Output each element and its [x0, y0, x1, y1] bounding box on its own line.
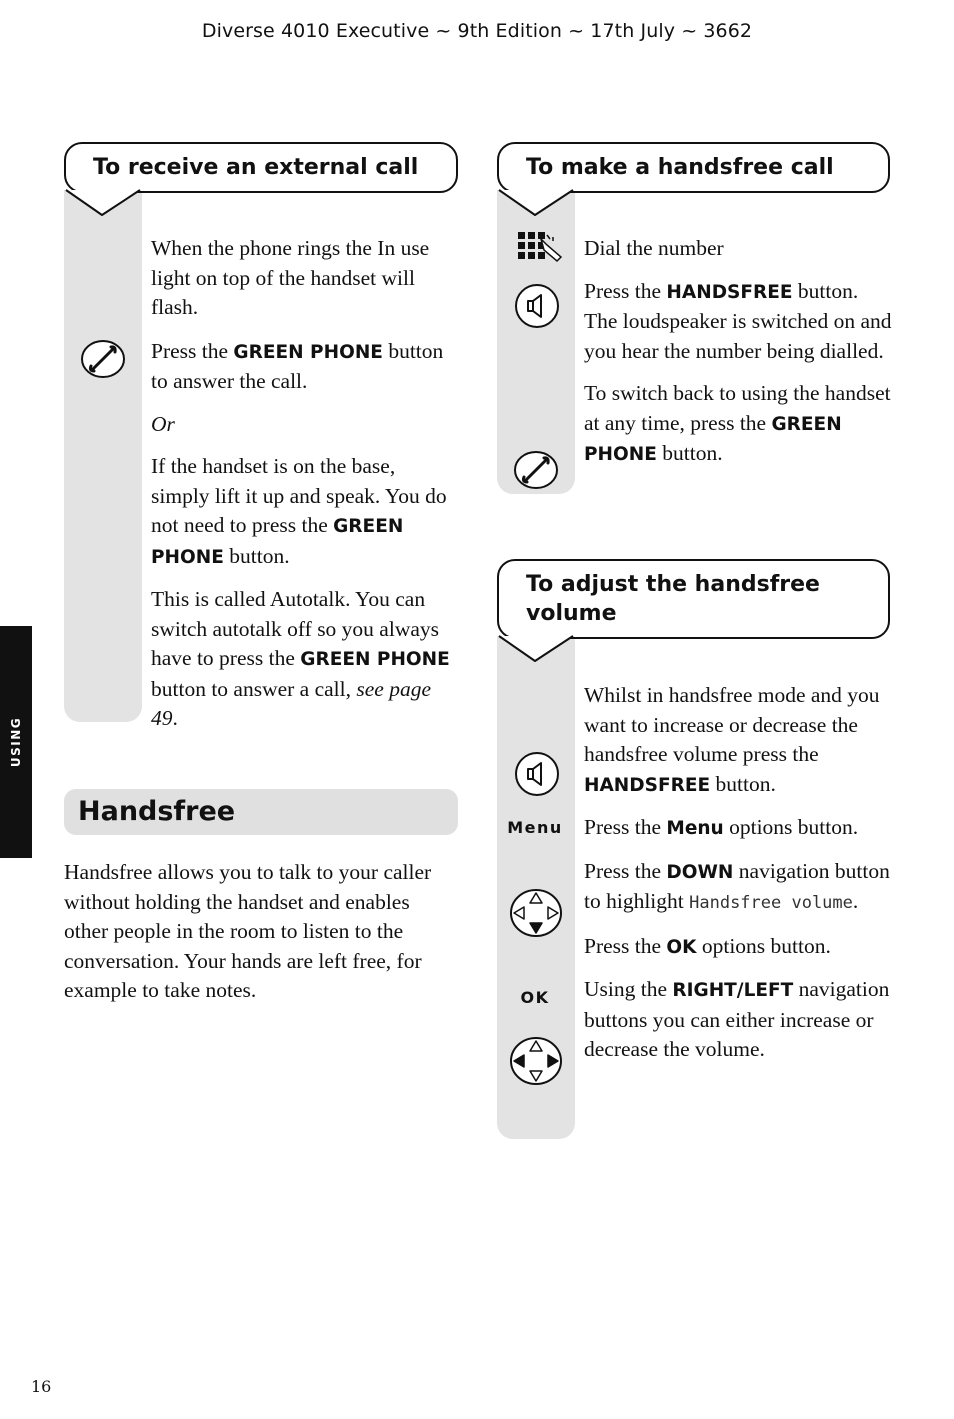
- adjust-step-2: [584, 813, 896, 844]
- make-call-heading-box: [497, 142, 890, 193]
- make-call-step-2-text-end: button. The loudspeaker is switched on and you hear the number being dialled.: [584, 278, 892, 363]
- adjust-step-4-text-end: options button.: [696, 933, 831, 958]
- adjust-step-1-text: Whilst in handsfree mode and you want to increase or decrease the handsfree volume press the: [584, 683, 880, 766]
- adjust-step-5-text: Using the: [584, 977, 673, 1001]
- navigation-left-right-icon: [509, 1036, 563, 1086]
- green-phone-icon: [513, 449, 559, 491]
- keypad-icon: [517, 231, 565, 265]
- adjust-step-1-text-end: button.: [710, 771, 776, 796]
- receive-heading-pointer: [64, 189, 144, 221]
- make-call-instructions: [584, 234, 896, 483]
- right-left-button-label: RIGHT/LEFT: [672, 980, 794, 1001]
- handsfree-speaker-icon: [514, 751, 560, 797]
- receive-step-4-text-mid: button to answer a call,: [151, 676, 357, 701]
- make-call-step-3-text: To switch back to using the handset at any time, press the: [584, 381, 891, 435]
- make-call-step-1: Dial the number: [584, 236, 724, 260]
- receive-heading: To receive an external call: [93, 155, 419, 180]
- receive-step-4: [151, 585, 456, 734]
- adjust-step-3-text-end: .: [852, 889, 859, 913]
- receive-step-3-text: If the handset is on the base, simply lift it up and speak. You do not need to press the: [151, 454, 447, 537]
- adjust-step-5: [584, 975, 896, 1065]
- handsfree-speaker-icon: [514, 283, 560, 329]
- receive-step-4-text: This is called Autotalk. You can switch autotalk off so you always have to press the: [151, 587, 440, 670]
- make-call-heading-pointer: [497, 189, 577, 221]
- side-tab-label: USING: [9, 716, 23, 768]
- adjust-heading: To adjust the handsfree volume: [526, 572, 820, 626]
- receive-icon-column: [64, 190, 142, 722]
- green-phone-label: GREEN PHONE: [233, 341, 383, 363]
- receive-step-1: When the phone rings the In use light on top of the handset will flash.: [151, 236, 430, 319]
- handsfree-button-label: HANDSFREE: [666, 281, 793, 303]
- down-button-label: DOWN: [666, 861, 734, 883]
- adjust-instructions: [584, 681, 896, 1078]
- page-number: 16: [31, 1377, 52, 1396]
- adjust-step-3-text: Press the: [584, 858, 667, 883]
- adjust-step-3: [584, 857, 896, 919]
- receive-instructions: [151, 234, 456, 747]
- receive-step-2-text: Press the: [151, 338, 234, 363]
- adjust-heading-pointer: [497, 635, 577, 667]
- adjust-step-2-text-end: options button.: [723, 815, 859, 839]
- make-call-heading: To make a handsfree call: [526, 155, 834, 180]
- make-call-step-3: [584, 379, 896, 470]
- receive-step-3-text-end: button.: [223, 543, 290, 568]
- adjust-step-2-text: Press the: [584, 815, 667, 839]
- green-phone-label: GREEN PHONE: [584, 413, 842, 465]
- receive-step-2-text-end: button to answer the call.: [151, 338, 444, 393]
- ok-softkey-label: OK: [520, 988, 550, 1007]
- or-text: Or: [151, 411, 175, 436]
- side-tab: [0, 626, 32, 858]
- navigation-down-icon: [509, 888, 563, 938]
- adjust-step-4: [584, 932, 896, 963]
- page-reference-link[interactable]: see page 49: [151, 676, 432, 730]
- adjust-step-5-text-end: navigation buttons you can either increase or decrease the volume.: [584, 977, 890, 1061]
- receive-heading-box: [64, 142, 458, 193]
- menu-softkey-label: Menu: [507, 818, 563, 837]
- green-phone-icon: [80, 338, 126, 380]
- ok-button-label: OK: [666, 936, 697, 958]
- display-menu-text: Handsfree volume: [689, 893, 853, 913]
- menu-button-label: Menu: [666, 818, 724, 839]
- green-phone-label: GREEN PHONE: [151, 516, 404, 568]
- page-header: Diverse 4010 Executive ~ 9th Edition ~ 17th July ~ 3662: [201, 20, 753, 42]
- make-call-step-2-text: Press the: [584, 278, 667, 303]
- handsfree-description: Handsfree allows you to talk to your caller without holding the handset and enables other people in the room to listen to the conversation. Your hands are left free, for example to take notes.: [64, 860, 432, 1002]
- handsfree-section-title: Handsfree: [64, 789, 458, 835]
- green-phone-label: GREEN PHONE: [300, 649, 450, 670]
- receive-step-2: [151, 337, 456, 397]
- receive-or: [151, 410, 456, 440]
- handsfree-button-label: HANDSFREE: [584, 774, 711, 796]
- adjust-step-1: [584, 681, 896, 800]
- adjust-step-3-text-mid: navigation button to highlight: [584, 858, 890, 913]
- receive-step-3: [151, 452, 456, 572]
- receive-step-4-text-end: .: [172, 706, 178, 730]
- adjust-heading-box: [497, 559, 890, 639]
- make-call-step-2: [584, 277, 896, 367]
- adjust-step-4-text: Press the: [584, 933, 667, 958]
- make-call-step-3-text-end: button.: [656, 441, 723, 465]
